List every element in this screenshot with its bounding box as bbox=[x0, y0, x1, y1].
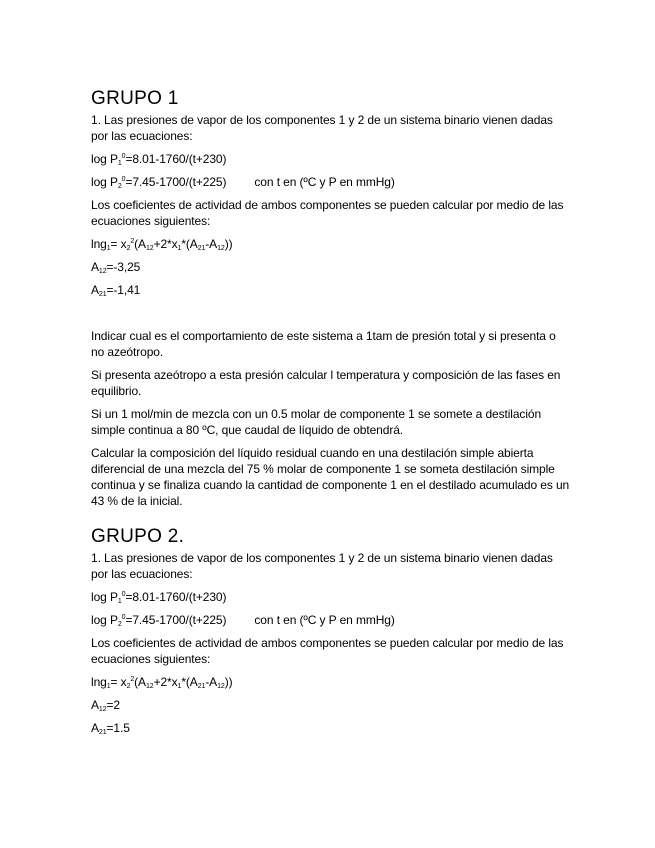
group-2-intro: 1. Las presiones de vapor de los componentes 1 y 2 de un sistema binario vienen dadas por las ecuaciones: bbox=[91, 551, 553, 581]
eq-sup: 2 bbox=[130, 676, 135, 683]
eq-text: =8.01-1760/(t+230) bbox=[125, 590, 227, 604]
param-value: =-1,41 bbox=[106, 283, 141, 297]
group-1-intro: 1. Las presiones de vapor de los componentes 1 y 2 de un sistema binario vienen dadas por las ecuaciones: bbox=[91, 113, 553, 143]
eq-sub: 12 bbox=[145, 683, 154, 690]
group-2-eq-p1 bbox=[91, 589, 571, 605]
eq-sub: 12 bbox=[145, 245, 154, 252]
group-2-eq-p2 bbox=[91, 612, 571, 628]
param-sub: 12 bbox=[98, 268, 107, 275]
param-sub: 21 bbox=[98, 291, 107, 298]
eq-sub: 12 bbox=[217, 245, 225, 252]
eq-text: =7.45-1700/(t+225) bbox=[125, 613, 227, 627]
param-value: =2 bbox=[106, 698, 120, 712]
eq-sub: 2 bbox=[117, 621, 122, 628]
group-2-a21 bbox=[91, 720, 571, 736]
eq-sub: 1 bbox=[177, 245, 182, 252]
group-1-eq-p2 bbox=[91, 174, 571, 190]
eq-text: =7.45-1700/(t+225) bbox=[125, 175, 227, 189]
blank-line bbox=[91, 305, 571, 328]
param-label: A bbox=[91, 698, 99, 712]
eq-text: (A bbox=[134, 675, 146, 689]
eq-sub: 2 bbox=[126, 683, 131, 690]
eq-text: lng bbox=[91, 675, 107, 689]
eq-note: con t en (ºC y P en mmHg) bbox=[254, 613, 395, 627]
group-2-activity-eq bbox=[91, 674, 571, 690]
eq-text: +2*x bbox=[153, 237, 178, 251]
param-value: =1.5 bbox=[106, 721, 130, 735]
eq-text: = x bbox=[110, 237, 127, 251]
eq-text: *(A bbox=[181, 675, 198, 689]
eq-text: )) bbox=[224, 237, 233, 251]
param-sub: 12 bbox=[98, 706, 107, 713]
eq-sub: 21 bbox=[197, 683, 206, 690]
param-label: A bbox=[91, 260, 99, 274]
group-1-title: GRUPO 1 bbox=[91, 88, 179, 109]
group-2-activity-text: Los coeficientes de actividad de ambos componentes se pueden calcular por medio de las ecuaciones siguientes: bbox=[91, 636, 564, 666]
eq-sub: 1 bbox=[117, 160, 122, 167]
eq-text: *(A bbox=[181, 237, 198, 251]
group-1-eq-p1 bbox=[91, 151, 571, 167]
eq-text: lng bbox=[91, 237, 107, 251]
param-sub: 21 bbox=[98, 729, 107, 736]
eq-sub: 1 bbox=[106, 245, 111, 252]
group-1-question-2: Si presenta azeótropo a esta presión calcular l temperatura y composición de las fases en equilibrio. bbox=[91, 368, 561, 398]
eq-sub: 1 bbox=[106, 683, 111, 690]
eq-text: log P bbox=[91, 175, 118, 189]
group-1-a12 bbox=[91, 259, 571, 275]
document-body bbox=[91, 88, 571, 743]
group-1-activity-eq bbox=[91, 236, 571, 252]
eq-text: log P bbox=[91, 613, 118, 627]
eq-text: -A bbox=[205, 675, 218, 689]
eq-text: =8.01-1760/(t+230) bbox=[125, 152, 227, 166]
eq-text: log P bbox=[91, 152, 118, 166]
eq-sub: 2 bbox=[117, 183, 122, 190]
group-1-a21 bbox=[91, 282, 571, 298]
eq-sub: 1 bbox=[117, 598, 122, 605]
param-label: A bbox=[91, 721, 99, 735]
eq-sup: 2 bbox=[130, 238, 135, 245]
eq-text: +2*x bbox=[153, 675, 178, 689]
eq-sub: 21 bbox=[197, 245, 206, 252]
eq-text: = x bbox=[110, 675, 127, 689]
eq-sub: 2 bbox=[126, 245, 131, 252]
eq-text: (A bbox=[134, 237, 146, 251]
param-label: A bbox=[91, 283, 99, 297]
eq-sup: 0 bbox=[121, 153, 126, 160]
eq-sub: 1 bbox=[177, 683, 182, 690]
eq-sub: 12 bbox=[217, 683, 225, 690]
eq-sup: 0 bbox=[121, 591, 126, 598]
group-2-title: GRUPO 2. bbox=[91, 526, 185, 547]
eq-text: -A bbox=[205, 237, 218, 251]
eq-text: )) bbox=[224, 675, 233, 689]
group-1-activity-text: Los coeficientes de actividad de ambos componentes se pueden calcular por medio de las ecuaciones siguientes: bbox=[91, 198, 564, 228]
param-value: =-3,25 bbox=[106, 260, 141, 274]
eq-text: log P bbox=[91, 590, 118, 604]
group-1-question-4: Calcular la composición del líquido residual cuando en una destilación simple abierta diferencial de una mezcla del 75 % molar de componente 1 se someta destilación simple continua y se finaliza cuando la cantidad de componente 1 en el destilado acumulado es un 43 % de la inicial. bbox=[91, 446, 570, 508]
group-2-a12 bbox=[91, 697, 571, 713]
eq-sup: 0 bbox=[121, 176, 126, 183]
eq-sup: 0 bbox=[121, 614, 126, 621]
group-1-question-3: Si un 1 mol/min de mezcla con un 0.5 molar de componente 1 se somete a destilación simple continua a 80 ºC, que caudal de líquido de obtendrá. bbox=[91, 407, 542, 437]
eq-note: con t en (ºC y P en mmHg) bbox=[254, 175, 395, 189]
group-1-question-1: Indicar cual es el comportamiento de este sistema a 1tam de presión total y si presenta o no azeótropo. bbox=[91, 329, 556, 359]
